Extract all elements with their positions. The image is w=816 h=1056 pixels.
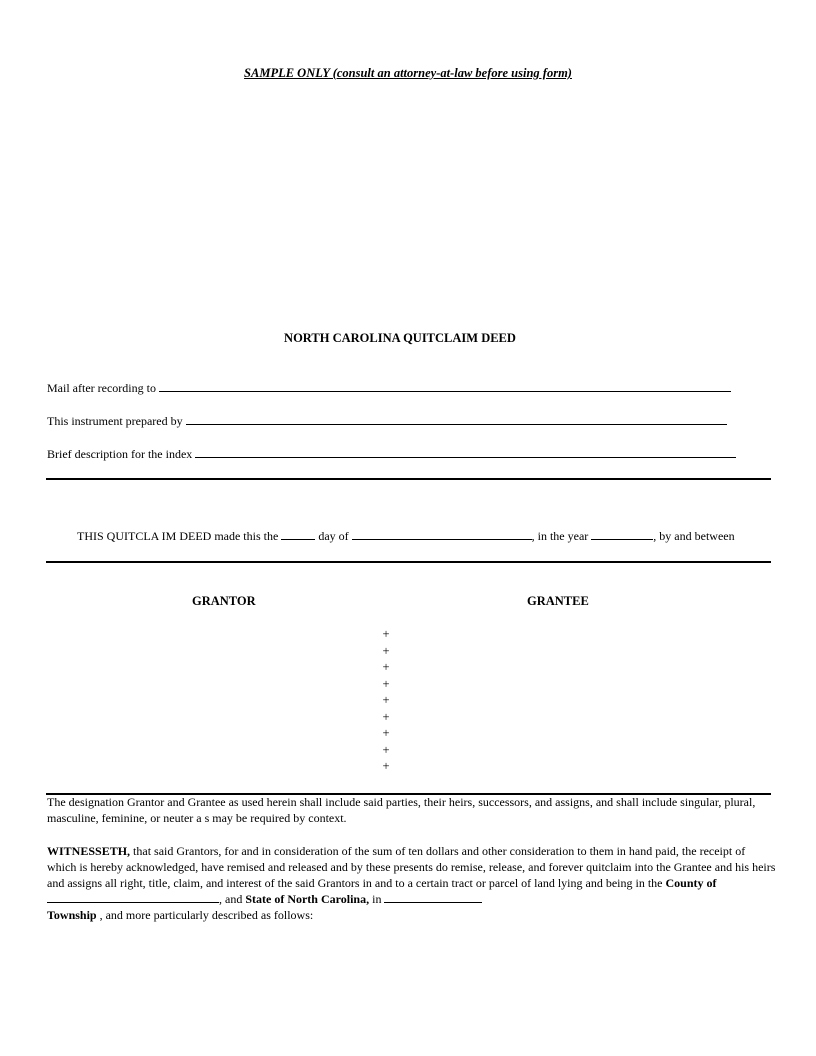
brief-description-label: Brief description for the index [47, 447, 193, 461]
separator-mark: + [382, 643, 390, 658]
county-field[interactable] [47, 891, 219, 903]
separator-mark: + [382, 660, 390, 674]
document-title: NORTH CAROLINA QUITCLAIM DEED [284, 331, 516, 345]
brief-description-field[interactable] [195, 446, 736, 458]
township-field[interactable] [384, 891, 482, 903]
deed-date-line [77, 528, 735, 544]
deed-prefix-text: THIS QUITCLA IM DEED made this the [77, 529, 279, 543]
county-label: County of [665, 876, 717, 890]
separator-mark: + [382, 693, 390, 707]
separator-mark: + [382, 759, 390, 773]
state-label: State of North Carolina, [245, 892, 370, 906]
and-text: , and [219, 892, 246, 906]
in-year-text: , in the year [531, 529, 589, 543]
section-divider-top [46, 478, 771, 480]
year-field[interactable] [591, 528, 653, 540]
mail-after-recording-field[interactable] [159, 380, 731, 392]
grantee-heading: GRANTEE [527, 594, 589, 608]
prepared-by-label: This instrument prepared by [47, 414, 183, 428]
witnesseth-lead: WITNESSETH, [47, 844, 131, 858]
designation-paragraph: The designation Grantor and Grantee as used herein shall include said parties, their heirs, successors, and assigns, and shall include singular, plural, masculine, feminine, or neuter a s may be required by context. [47, 795, 756, 825]
section-divider-middle [46, 561, 771, 563]
prepared-by-row [47, 413, 727, 429]
party-separator-column [380, 626, 392, 775]
separator-mark: + [382, 709, 390, 724]
by-and-between-text: , by and between [653, 529, 735, 543]
grantor-heading: GRANTOR [192, 594, 256, 608]
day-of-text: day of [318, 529, 349, 543]
sample-notice: SAMPLE ONLY (consult an attorney-at-law before using form) [244, 66, 572, 80]
month-field[interactable] [352, 528, 532, 540]
closing-text: , and more particularly described as follows: [96, 908, 314, 922]
separator-mark: + [382, 726, 390, 740]
mail-after-recording-label: Mail after recording to [47, 381, 156, 395]
separator-mark: + [382, 742, 390, 757]
mail-after-recording-row [47, 380, 731, 396]
separator-mark: + [382, 627, 390, 641]
prepared-by-field[interactable] [186, 413, 727, 425]
witnesseth-body: that said Grantors, for and in consideration of the sum of ten dollars and other consideration to them in hand paid, the receipt of which is hereby acknowledged, have remised and released and by these presents do remise, release, and forever quitclaim into the Grantee and his heirs and assigns all right, title, claim, and interest of the said Grantors in and to a certain tract or parcel of land lying and being in the [47, 844, 776, 890]
brief-description-row [47, 446, 736, 462]
separator-mark: + [382, 676, 390, 691]
day-field[interactable] [281, 528, 315, 540]
witnesseth-paragraph [47, 843, 777, 923]
in-text: in [369, 892, 382, 906]
township-label: Township [47, 908, 97, 922]
